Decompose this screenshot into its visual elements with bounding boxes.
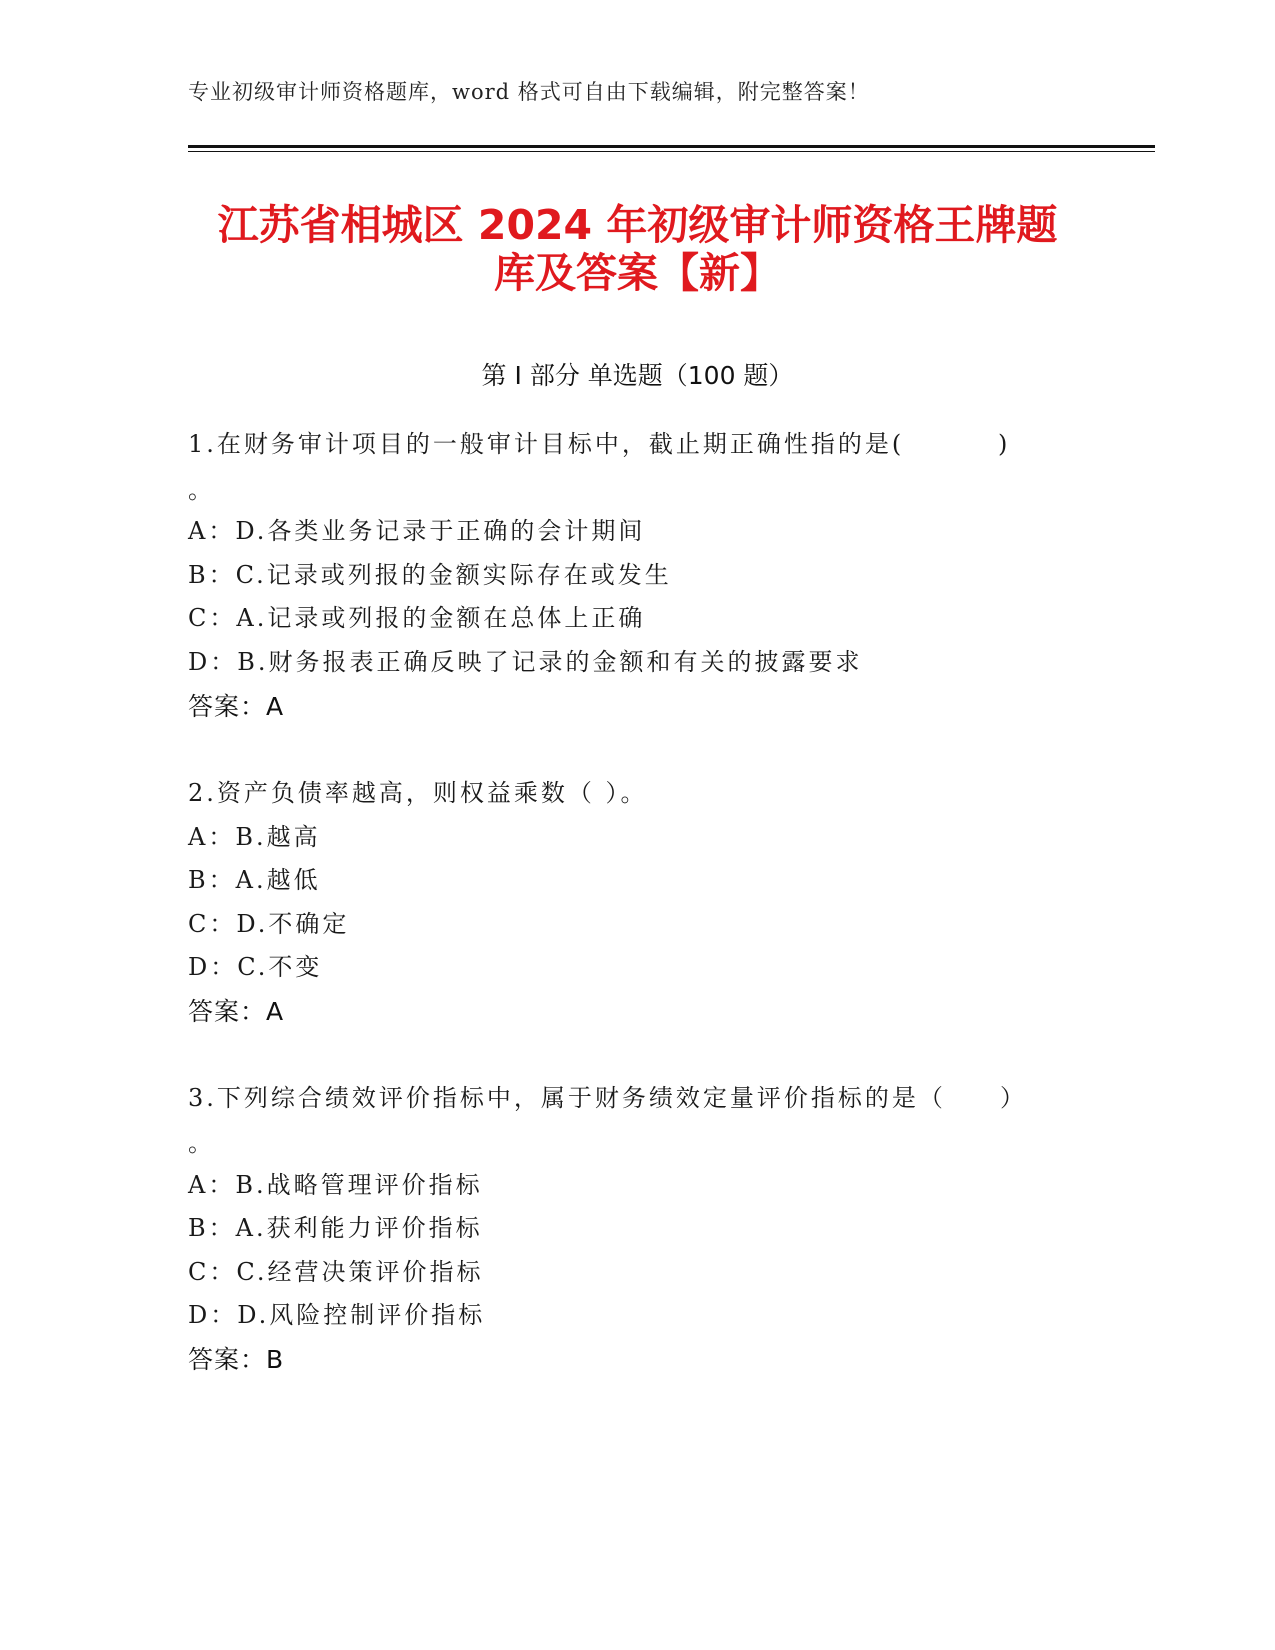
header-divider-thick [188, 145, 1155, 148]
question-stem-close: ） [1000, 1084, 1024, 1112]
answer-line: 答案：A [188, 692, 285, 721]
header-divider-thin [188, 151, 1155, 152]
option-c: C：C.经营决策评价指标 [188, 1258, 484, 1286]
title-line-2: 库及答案【新】 [494, 249, 781, 297]
option-a: A：B.越高 [188, 823, 321, 851]
option-c: C：D.不确定 [188, 910, 350, 938]
option-a: A：D.各类业务记录于正确的会计期间 [188, 517, 646, 545]
answer-line: 答案：A [188, 997, 285, 1026]
option-b: B：A.越低 [188, 866, 321, 894]
header-text: 专业初级审计师资格题库，word 格式可自由下载编辑，附完整答案！ [188, 80, 870, 104]
question-stem: 1.在财务审计项目的一般审计目标中，截止期正确性指的是( [188, 430, 905, 458]
question-stem: 3.下列综合绩效评价指标中，属于财务绩效定量评价指标的是（ [188, 1084, 946, 1112]
question-stem-tail: 。 [188, 476, 215, 504]
option-c: C：A.记录或列报的金额在总体上正确 [188, 604, 646, 632]
option-d: D：C.不变 [188, 953, 323, 981]
question-stem: 2.资产负债率越高，则权益乘数（ ）。 [188, 779, 648, 807]
title-line-1: 江苏省相城区 2024 年初级审计师资格王牌题 [217, 201, 1058, 249]
option-d: D：B.财务报表正确反映了记录的金额和有关的披露要求 [188, 648, 863, 676]
option-a: A：B.战略管理评价指标 [188, 1171, 483, 1199]
section-heading: 第 I 部分 单选题（100 题） [481, 361, 794, 390]
option-b: B：A.获利能力评价指标 [188, 1214, 483, 1242]
question-stem-close: ) [998, 430, 1008, 458]
option-b: B：C.记录或列报的金额实际存在或发生 [188, 561, 672, 589]
question-stem-tail: 。 [188, 1129, 215, 1157]
answer-line: 答案：B [188, 1345, 285, 1374]
option-d: D：D.风险控制评价指标 [188, 1301, 486, 1329]
